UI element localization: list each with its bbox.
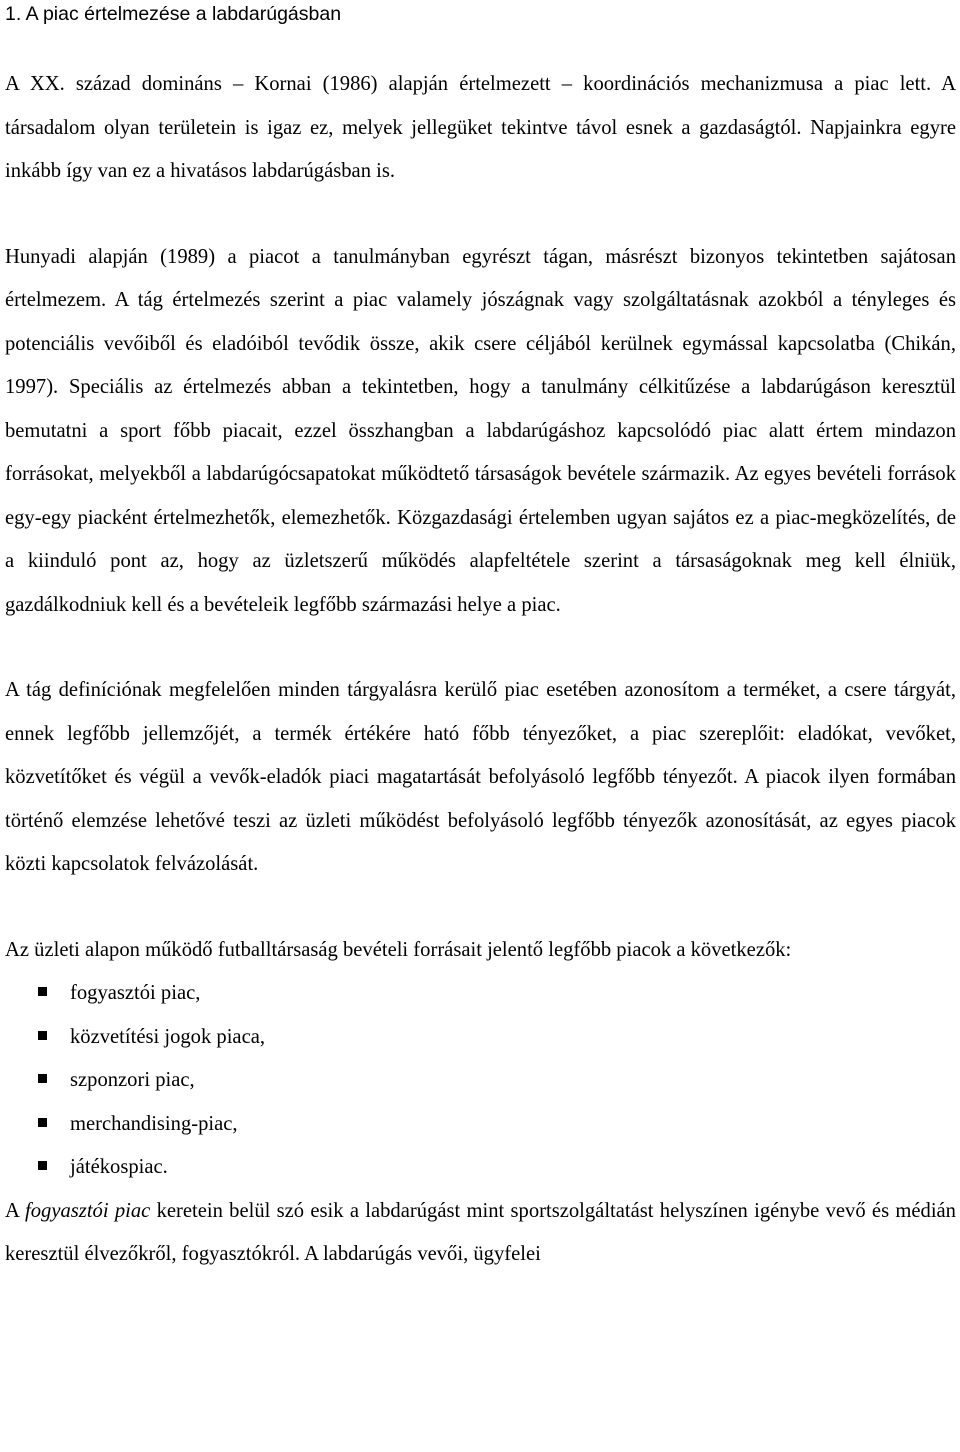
list-item-text: fogyasztói piac, bbox=[70, 982, 201, 1004]
paragraph-broad-definition: A tág definíciónak megfelelően minden tárgyalásra kerülő piac esetében azonosítom a terméket, a csere tárgyát, ennek legfőbb jellemzőjét, a termék értékére ható főbb tényezőket, a piac szereplőit: eladókat, vevőket, közvetítőket és végül a vevők-eladók piaci magatartását befolyásoló legfőbb tényezőt. A piacok ilyen formában történő elemzése lehetővé teszi az üzleti működést befolyásoló legfőbb tényezők azonosítását, az egyes piacok közti kapcsolatok felvázolását. bbox=[5, 679, 956, 875]
paragraph-market-definition: Hunyadi alapján (1989) a piacot a tanulmányban egyrészt tágan, másrészt bizonyos tekintetben sajátosan értelmezem. A tág értelmezés szerint a piac valamely jószágnak vagy szolgáltatásnak azokból a tényleges és potenciális vevőiből és eladóiból tevődik össze, akik csere céljából kerülnek egymással kapcsolatba (Chikán, 1997). Speciális az értelmezés abban a tekintetben, hogy a tanulmány célkitűzése a labdarúgáson keresztül bemutatni a sport főbb piacait, ezzel összhangban a labdarúgáshoz kapcsolódó piac alatt értem mindazon forrásokat, melyekből a labdarúgócsapatokat működtető társaságok bevétele származik. Az egyes bevételi források egy-egy piacként értelmezhetők, elemezhetők. Közgazdasági értelemben ugyan sajátos ez a piac-megközelítés, de a kiinduló pont az, hogy az üzletszerű működés alapfeltétele szerint a társaságoknak meg kell élniük, gazdálkodniuk kell és a bevételeik legfőbb származási helye a piac. bbox=[5, 245, 956, 616]
list-item-text: játékospiac. bbox=[70, 1156, 168, 1178]
square-bullet-icon bbox=[38, 1161, 47, 1170]
list-item bbox=[5, 1016, 956, 1060]
paragraph-main-markets: Az üzleti alapon működő futballtársaság bevételi forrásait jelentő legfőbb piacok a következők: bbox=[5, 938, 792, 961]
tail-prefix: A bbox=[5, 1199, 26, 1222]
paragraph-consumer-market bbox=[5, 1190, 956, 1277]
list-item-text: közvetítési jogok piaca, bbox=[70, 1025, 266, 1048]
list-item bbox=[5, 972, 956, 1016]
square-bullet-icon bbox=[38, 987, 47, 996]
square-bullet-icon bbox=[38, 1074, 47, 1083]
list-item bbox=[5, 1103, 956, 1147]
tail-text: keretein belül szó esik a labdarúgást mint sportszolgáltatást helyszínen igénybe vevő és médián keresztül élvezőkről, fogyasztókról. A labdarúgás vevői, ügyfelei bbox=[5, 1199, 956, 1265]
list-item-text: szponzori piac, bbox=[70, 1069, 195, 1091]
list-item-text: merchandising-piac, bbox=[70, 1112, 238, 1135]
emphasized-term: fogyasztói piac bbox=[25, 1199, 151, 1222]
square-bullet-icon bbox=[38, 1118, 47, 1127]
square-bullet-icon bbox=[38, 1031, 47, 1040]
list-item bbox=[5, 1059, 956, 1103]
paragraph-intro: A XX. század domináns – Kornai (1986) alapján értelmezett – koordinációs mechanizmusa a piac lett. A társadalom olyan területein is igaz ez, melyek jellegüket tekintve távol esnek a gazdaságtól. Napjainkra egyre inkább így van ez a hivatásos labdarúgásban is. bbox=[5, 73, 956, 182]
list-item bbox=[5, 1146, 956, 1190]
section-heading: 1. A piac értelmezése a labdarúgásban bbox=[5, 3, 342, 25]
market-list bbox=[5, 972, 956, 1190]
document-page bbox=[5, 0, 956, 1277]
